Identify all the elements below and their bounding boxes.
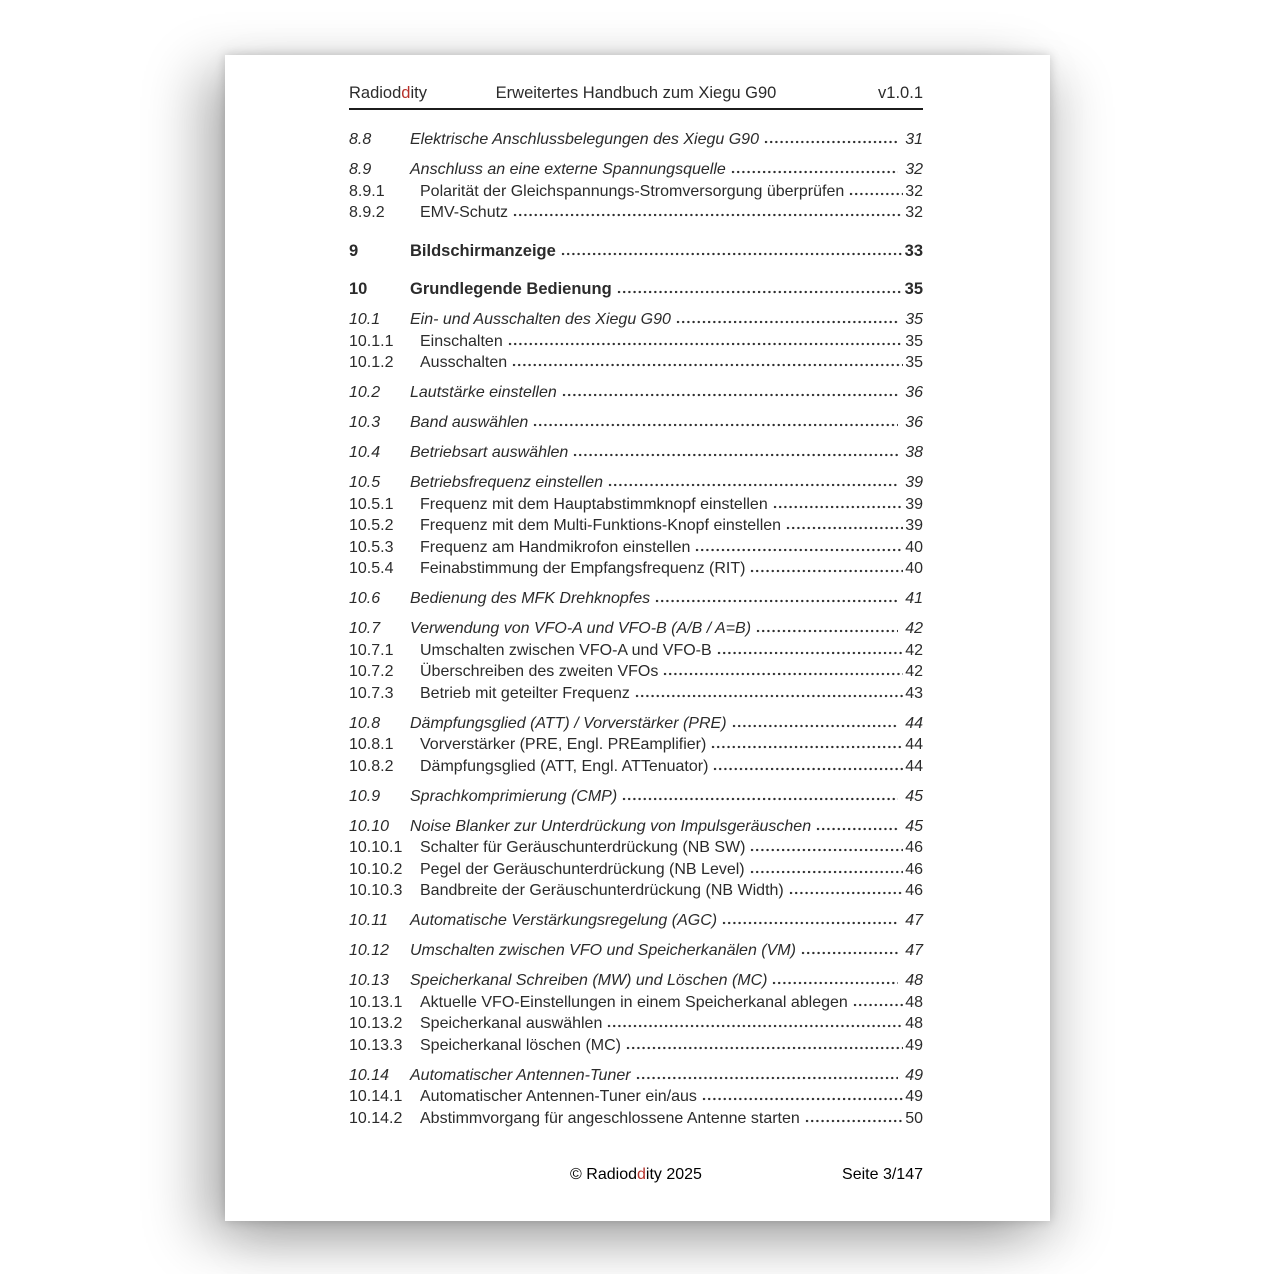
dot-leader [607,1024,903,1028]
page-footer [349,1164,923,1185]
dot-leader [732,724,899,728]
toc-entry-title: Feinabstimmung der Empfangsfrequenz (RIT) [420,560,746,577]
toc-entry-page: 35 [905,311,923,328]
toc-entry [349,970,923,992]
toc-entry-title: Speicherkanal löschen (MC) [420,1036,621,1054]
toc-entry [349,618,923,640]
dot-leader [636,1076,899,1080]
toc-entry-number: 10.7.2 [349,663,394,680]
toc-entry-number: 10.13.2 [349,1015,403,1032]
brand-accent-letter: d [401,84,411,102]
toc-entry-title: Verwendung von VFO-A und VFO-B (A/B / A=B) [410,620,752,637]
toc-entry-number: 10.10 [349,817,390,835]
dot-leader [608,483,898,487]
toc-entry [349,472,923,494]
dot-leader [622,797,898,801]
dot-leader [513,213,903,217]
toc-entry-title: Frequenz mit dem Multi-Funktions-Knopf einstellen [420,517,782,534]
toc-entry-title: Betrieb mit geteilter Frequenz [420,684,630,702]
toc-entry [349,331,923,353]
toc-entry-number: 10.10.1 [349,839,403,856]
dot-leader [512,363,903,367]
toc-entry-title: Elektrische Anschlussbelegungen des Xiegu G90 [410,131,759,148]
toc-entry-number: 10.5.1 [349,495,394,513]
toc-entry-title: Bedienung des MFK Drehknopfes [410,590,651,607]
toc-entry-title: Überschreiben des zweiten VFOs [420,663,659,680]
toc-entry-page: 39 [905,474,923,491]
toc-entry-page: 42 [905,641,923,659]
toc-entry-number: 10.14.1 [349,1088,403,1105]
toc-entry-page: 48 [905,972,923,989]
toc-entry [349,880,923,902]
dot-leader [786,526,903,530]
toc-entry [349,859,923,881]
dot-leader [561,252,903,256]
toc-entry-page: 45 [905,817,923,835]
dot-leader [626,1046,903,1050]
toc-entry-page: 41 [905,590,923,607]
dot-leader [756,629,898,633]
toc-entry [349,412,923,434]
toc-entry-title: Speicherkanal Schreiben (MW) und Löschen (MC) [410,972,768,989]
toc-entry-number: 10.5.4 [349,560,394,577]
toc-entry-title: Band auswählen [410,414,529,431]
toc-entry-title: Umschalten zwischen VFO und Speicherkanälen (VM) [410,942,796,959]
dot-leader [772,981,898,985]
dot-leader [853,1003,903,1007]
toc-entry-page: 45 [905,787,923,805]
toc-entry-number: 10.8 [349,714,381,732]
toc-entry-title: Aktuelle VFO-Einstellungen in einem Speicherkanal ablegen [420,993,848,1011]
toc-entry-number: 8.9 [349,161,372,178]
dot-leader [717,651,904,655]
toc-entry-page: 46 [905,860,923,878]
toc-entry-title: Bandbreite der Geräuschunterdrückung (NB Width) [420,882,784,899]
toc-entry-number: 10.6 [349,590,381,607]
toc-entry [349,241,923,263]
toc-entry-page: 46 [905,882,923,899]
toc-entry-number: 10.13.1 [349,993,403,1011]
toc-entry-page: 35 [905,354,923,371]
toc-entry-title: Pegel der Geräuschunterdrückung (NB Level) [420,860,745,878]
toc-entry-title: Umschalten zwischen VFO-A und VFO-B [420,641,712,659]
toc-entry-page: 32 [905,182,923,200]
toc-entry-title: Vorverstärker (PRE, Engl. PREamplifier) [420,736,707,753]
toc-entry-number: 10.13.3 [349,1036,403,1054]
dot-leader [635,694,903,698]
dot-leader [750,569,903,573]
toc-entry-title: Lautstärke einstellen [410,384,557,401]
dot-leader [713,767,903,771]
toc-entry [349,515,923,537]
dot-leader [773,505,903,509]
toc-entry-title: Grundlegende Bedienung [410,280,612,298]
toc-entry-number: 10.11 [349,912,388,929]
toc-entry-number: 9 [349,241,359,260]
toc-entry-number: 10.3 [349,414,381,431]
copyright-notice [570,1164,702,1185]
toc-entry-number: 10.1 [349,311,381,328]
dot-leader [731,170,898,174]
toc-entry-title: Betriebsart auswählen [410,444,569,461]
toc-entry-page: 42 [905,620,923,637]
copyright-suffix: ity 2025 [645,1166,702,1183]
toc-entry-title: Noise Blanker zur Unterdrückung von Impulsgeräuschen [410,817,812,835]
toc-entry [349,1065,923,1087]
toc-entry-page: 42 [905,663,923,680]
toc-entry [349,279,923,301]
toc-entry-number: 10.13 [349,972,390,989]
toc-entry [349,1013,923,1035]
toc-entry [349,382,923,404]
brand-suffix: ity [410,84,427,102]
toc-entry-number: 10.5 [349,474,381,491]
toc-entry [349,816,923,838]
toc-entry [349,442,923,464]
toc-entry-page: 32 [905,161,923,178]
toc-entry-page: 49 [905,1088,923,1105]
toc-entry-title: Dämpfungsglied (ATT, Engl. ATTenuator) [420,757,709,775]
toc-entry-number: 10.10.2 [349,860,403,878]
toc-entry-title: Anschluss an eine externe Spannungsquelle [410,161,726,178]
toc-entry-number: 10.8.2 [349,757,394,775]
toc-entry [349,713,923,735]
dot-leader [695,548,903,552]
brand-prefix: Radiod [349,84,402,102]
dot-leader [750,848,903,852]
toc-entry [349,756,923,778]
toc-entry [349,494,923,516]
toc-entry-page: 31 [905,131,923,148]
toc-entry-number: 10.14 [349,1066,390,1084]
toc-entry [349,734,923,756]
toc-entry-page: 44 [905,714,923,732]
toc-entry-page: 39 [905,517,923,534]
toc-entry-number: 10.9 [349,787,381,805]
toc-entry [349,202,923,224]
toc-entry-page: 44 [905,757,923,775]
toc-entry-number: 10.7.1 [349,641,394,659]
toc-entry-title: Automatischer Antennen-Tuner [410,1066,631,1084]
toc-entry-title: Sprachkomprimierung (CMP) [410,787,618,805]
document-title: Erweitertes Handbuch zum Xiegu G90 [495,84,777,102]
toc-entry [349,940,923,962]
dot-leader [676,320,898,324]
table-of-contents [349,129,923,1129]
dot-leader [702,1097,903,1101]
copyright-accent-letter: d [636,1166,646,1183]
page-number-label: Seite 3/147 [842,1166,923,1183]
toc-entry [349,786,923,808]
page-content [225,55,1050,1221]
toc-entry-number: 10.10.3 [349,882,403,899]
toc-entry-title: Schalter für Geräuschunterdrückung (NB SW) [420,839,746,856]
toc-entry-title: Einschalten [420,332,503,350]
toc-entry [349,910,923,932]
toc-entry [349,661,923,683]
toc-entry-number: 10.5.2 [349,517,394,534]
toc-entry-page: 38 [905,444,923,461]
toc-entry-title: Automatische Verstärkungsregelung (AGC) [410,912,718,929]
toc-entry-page: 32 [905,204,923,221]
dot-leader [849,192,903,196]
toc-entry-number: 8.9.2 [349,204,385,221]
toc-entry-title: Speicherkanal auswählen [420,1015,603,1032]
toc-entry-title: Abstimmvorgang für angeschlossene Antenne starten [420,1109,800,1127]
toc-entry [349,558,923,580]
toc-entry-page: 47 [905,912,923,929]
toc-entry-number: 10.7 [349,620,381,637]
toc-entry-title: Polarität der Gleichspannungs-Stromversorgung überprüfen [420,182,845,200]
toc-entry-number: 10.14.2 [349,1109,403,1127]
toc-entry-title: Dämpfungsglied (ATT) / Vorverstärker (PRE) [410,714,727,732]
toc-entry-page: 49 [905,1036,923,1054]
toc-entry-page: 35 [905,332,923,350]
toc-entry [349,1035,923,1057]
toc-entry [349,1086,923,1108]
copyright-prefix: © Radiod [570,1166,637,1183]
toc-entry-title: Ein- und Ausschalten des Xiegu G90 [410,311,671,328]
version-label: v1.0.1 [878,84,923,102]
toc-entry-page: 36 [905,414,923,431]
toc-entry-title: Ausschalten [420,354,508,371]
toc-entry [349,1108,923,1130]
toc-entry-page: 36 [905,384,923,401]
toc-entry [349,129,923,151]
brand-logo [349,83,496,104]
toc-entry [349,640,923,662]
toc-entry [349,181,923,203]
toc-entry-number: 10 [349,280,368,298]
dot-leader [805,1119,903,1123]
dot-leader [617,290,903,294]
dot-leader [562,393,898,397]
toc-entry-page: 47 [905,942,923,959]
dot-leader [508,342,903,346]
toc-entry [349,537,923,559]
toc-entry-page: 49 [905,1066,923,1084]
toc-entry-page: 43 [905,684,923,702]
toc-entry-number: 10.5.3 [349,538,394,556]
toc-entry-number: 10.12 [349,942,390,959]
dot-leader [816,827,898,831]
document-page [225,55,1050,1221]
toc-entry [349,159,923,181]
dot-leader [764,140,898,144]
toc-entry-title: Automatischer Antennen-Tuner ein/aus [420,1088,697,1105]
dot-leader [801,951,898,955]
toc-entry-page: 35 [904,280,923,298]
toc-entry-title: EMV-Schutz [420,204,509,221]
dot-leader [573,453,898,457]
toc-entry-page: 50 [905,1109,923,1127]
dot-leader [789,891,903,895]
toc-entry-number: 10.1.2 [349,354,394,371]
dot-leader [711,745,903,749]
toc-entry-page: 33 [904,241,923,260]
toc-entry-page: 39 [905,495,923,513]
toc-entry-title: Frequenz mit dem Hauptabstimmknopf einstellen [420,495,768,513]
toc-entry [349,309,923,331]
toc-entry-number: 10.4 [349,444,381,461]
page-header [349,83,923,110]
toc-entry-number: 8.9.1 [349,182,385,200]
toc-entry [349,683,923,705]
dot-leader [655,599,898,603]
toc-entry-page: 48 [905,993,923,1011]
toc-entry-number: 8.8 [349,131,372,148]
toc-entry [349,352,923,374]
toc-entry-page: 40 [905,560,923,577]
toc-entry-title: Betriebsfrequenz einstellen [410,474,604,491]
dot-leader [722,921,898,925]
dot-leader [750,870,904,874]
dot-leader [533,423,898,427]
toc-entry [349,992,923,1014]
dot-leader [663,672,903,676]
toc-entry-page: 40 [905,538,923,556]
toc-entry-number: 10.7.3 [349,684,394,702]
toc-entry [349,837,923,859]
toc-entry [349,588,923,610]
toc-entry-page: 44 [905,736,923,753]
toc-entry-title: Frequenz am Handmikrofon einstellen [420,538,691,556]
toc-entry-page: 46 [905,839,923,856]
toc-entry-number: 10.2 [349,384,381,401]
toc-entry-number: 10.1.1 [349,332,394,350]
toc-entry-number: 10.8.1 [349,736,394,753]
toc-entry-title: Bildschirmanzeige [410,241,556,260]
toc-entry-page: 48 [905,1015,923,1032]
